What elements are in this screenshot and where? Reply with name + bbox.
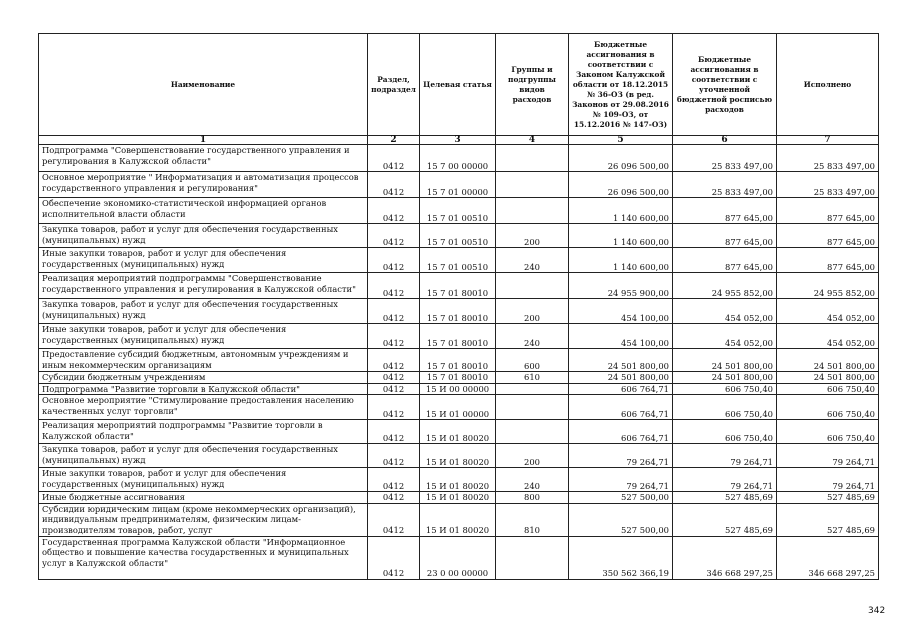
row-law-amount: 26 096 500,00 — [569, 145, 673, 172]
row-target-article: 15 И 01 80020 — [420, 444, 496, 468]
column-number: 5 — [569, 136, 673, 145]
row-expense-group — [496, 395, 569, 420]
table-row — [39, 198, 879, 224]
table-row — [39, 444, 879, 468]
row-target-article: 15 И 01 80020 — [420, 420, 496, 444]
row-expense-group — [496, 536, 569, 579]
page-number: 342 — [868, 606, 886, 616]
row-expense-group — [496, 420, 569, 444]
row-target-article: 23 0 00 00000 — [420, 536, 496, 579]
row-target-article: 15 7 01 00000 — [420, 172, 496, 198]
row-refined-amount: 606 750,40 — [673, 383, 777, 395]
row-expense-group — [496, 383, 569, 395]
row-expense-group: 610 — [496, 372, 569, 384]
row-refined-amount: 877 645,00 — [673, 198, 777, 224]
row-name: Иные закупки товаров, работ и услуг для обеспечения государственных (муниципальных) нужд — [39, 468, 368, 492]
row-law-amount: 454 100,00 — [569, 299, 673, 324]
column-number: 2 — [368, 136, 420, 145]
row-expense-group: 800 — [496, 492, 569, 504]
row-section: 0412 — [368, 273, 420, 299]
row-expense-group: 240 — [496, 324, 569, 349]
row-refined-amount: 24 501 800,00 — [673, 349, 777, 372]
row-name: Закупка товаров, работ и услуг для обеспечения государственных (муниципальных) нужд — [39, 224, 368, 248]
row-name: Подпрограмма "Развитие торговли в Калужской области" — [39, 383, 368, 395]
row-refined-amount: 877 645,00 — [673, 248, 777, 273]
row-target-article: 15 И 01 80020 — [420, 468, 496, 492]
row-refined-amount: 454 052,00 — [673, 299, 777, 324]
row-executed-amount: 606 750,40 — [777, 383, 879, 395]
row-executed-amount: 24 501 800,00 — [777, 372, 879, 384]
row-section: 0412 — [368, 198, 420, 224]
row-target-article: 15 7 01 00510 — [420, 198, 496, 224]
row-name: Субсидии юридическим лицам (кроме некоммерческих организаций), индивидуальным предпринимателям, физическим лицам-производителям товаров, работ, услуг — [39, 503, 368, 536]
row-refined-amount: 24 501 800,00 — [673, 372, 777, 384]
row-name: Обеспечение экономико-статистической информацией органов исполнительной власти области — [39, 198, 368, 224]
table-row — [39, 372, 879, 384]
header-executed: Исполнено — [777, 34, 879, 136]
row-refined-amount: 79 264,71 — [673, 444, 777, 468]
row-expense-group: 810 — [496, 503, 569, 536]
column-number-row — [39, 136, 879, 145]
row-section: 0412 — [368, 444, 420, 468]
row-section: 0412 — [368, 503, 420, 536]
table-row — [39, 420, 879, 444]
row-refined-amount: 79 264,71 — [673, 468, 777, 492]
row-law-amount: 606 764,71 — [569, 395, 673, 420]
row-expense-group — [496, 273, 569, 299]
row-law-amount: 527 500,00 — [569, 503, 673, 536]
row-executed-amount: 25 833 497,00 — [777, 172, 879, 198]
row-name: Иные бюджетные ассигнования — [39, 492, 368, 504]
row-target-article: 15 7 01 80010 — [420, 299, 496, 324]
row-section: 0412 — [368, 145, 420, 172]
budget-table — [38, 33, 879, 580]
row-refined-amount: 454 052,00 — [673, 324, 777, 349]
row-expense-group: 200 — [496, 444, 569, 468]
table-row — [39, 383, 879, 395]
header-expense-group: Группы и подгруппы видов расходов — [496, 34, 569, 136]
row-expense-group — [496, 198, 569, 224]
row-section: 0412 — [368, 172, 420, 198]
row-refined-amount: 877 645,00 — [673, 224, 777, 248]
column-number: 4 — [496, 136, 569, 145]
row-target-article: 15 И 01 00000 — [420, 395, 496, 420]
table-row — [39, 145, 879, 172]
row-section: 0412 — [368, 324, 420, 349]
row-target-article: 15 7 01 80010 — [420, 273, 496, 299]
row-expense-group: 200 — [496, 224, 569, 248]
row-expense-group — [496, 145, 569, 172]
row-section: 0412 — [368, 372, 420, 384]
row-name: Подпрограмма "Совершенствование государственного управления и регулирования в Калужской области" — [39, 145, 368, 172]
table-row — [39, 503, 879, 536]
row-target-article: 15 7 01 00510 — [420, 224, 496, 248]
row-refined-amount: 527 485,69 — [673, 503, 777, 536]
table-row — [39, 248, 879, 273]
row-name: Иные закупки товаров, работ и услуг для обеспечения государственных (муниципальных) нужд — [39, 248, 368, 273]
table-row — [39, 273, 879, 299]
row-target-article: 15 7 01 80010 — [420, 372, 496, 384]
table-row — [39, 324, 879, 349]
row-executed-amount: 454 052,00 — [777, 324, 879, 349]
row-section: 0412 — [368, 536, 420, 579]
row-name: Основное мероприятие " Информатизация и автоматизация процессов государственного управления и регулирования" — [39, 172, 368, 198]
column-number: 1 — [39, 136, 368, 145]
row-expense-group: 200 — [496, 299, 569, 324]
row-refined-amount: 24 955 852,00 — [673, 273, 777, 299]
table-row — [39, 172, 879, 198]
row-law-amount: 1 140 600,00 — [569, 248, 673, 273]
row-name: Государственная программа Калужской области "Информационное общество и повышение качества государственных и муниципальных услуг в Калужской области" — [39, 536, 368, 579]
column-number: 7 — [777, 136, 879, 145]
row-name: Основное мероприятие "Стимулирование предоставления населению качественных услуг торговли" — [39, 395, 368, 420]
table-row — [39, 299, 879, 324]
row-law-amount: 527 500,00 — [569, 492, 673, 504]
row-law-amount: 79 264,71 — [569, 444, 673, 468]
header-law-allocations: Бюджетные ассигнования в соответствии с Законом Калужской области от 18.12.2015 № 36-ОЗ (в ред. Законов от 29.08.2016 № 109-ОЗ, от 15.12.2016 № 147-ОЗ) — [569, 34, 673, 136]
row-executed-amount: 24 955 852,00 — [777, 273, 879, 299]
row-target-article: 15 И 01 80020 — [420, 492, 496, 504]
row-executed-amount: 877 645,00 — [777, 248, 879, 273]
row-expense-group — [496, 172, 569, 198]
row-refined-amount: 606 750,40 — [673, 420, 777, 444]
row-executed-amount: 24 501 800,00 — [777, 349, 879, 372]
row-target-article: 15 7 01 00510 — [420, 248, 496, 273]
row-law-amount: 606 764,71 — [569, 420, 673, 444]
row-refined-amount: 25 833 497,00 — [673, 172, 777, 198]
row-executed-amount: 606 750,40 — [777, 395, 879, 420]
row-law-amount: 1 140 600,00 — [569, 198, 673, 224]
table-row — [39, 536, 879, 579]
row-law-amount: 606 764,71 — [569, 383, 673, 395]
row-law-amount: 79 264,71 — [569, 468, 673, 492]
header-name: Наименование — [39, 34, 368, 136]
column-number: 3 — [420, 136, 496, 145]
row-executed-amount: 877 645,00 — [777, 198, 879, 224]
row-target-article: 15 7 00 00000 — [420, 145, 496, 172]
row-name: Реализация мероприятий подпрограммы "Совершенствование государственного управления и регулирования в Калужской области" — [39, 273, 368, 299]
row-target-article: 15 И 00 00000 — [420, 383, 496, 395]
row-section: 0412 — [368, 492, 420, 504]
row-refined-amount: 25 833 497,00 — [673, 145, 777, 172]
table-row — [39, 395, 879, 420]
row-executed-amount: 527 485,69 — [777, 492, 879, 504]
row-executed-amount: 346 668 297,25 — [777, 536, 879, 579]
row-executed-amount: 527 485,69 — [777, 503, 879, 536]
table-row — [39, 224, 879, 248]
row-section: 0412 — [368, 395, 420, 420]
row-expense-group: 600 — [496, 349, 569, 372]
row-executed-amount: 454 052,00 — [777, 299, 879, 324]
row-target-article: 15 И 01 80020 — [420, 503, 496, 536]
table-row — [39, 492, 879, 504]
row-name: Закупка товаров, работ и услуг для обеспечения государственных (муниципальных) нужд — [39, 299, 368, 324]
row-law-amount: 454 100,00 — [569, 324, 673, 349]
header-target-article: Целевая статья — [420, 34, 496, 136]
row-name: Иные закупки товаров, работ и услуг для обеспечения государственных (муниципальных) нужд — [39, 324, 368, 349]
row-target-article: 15 7 01 80010 — [420, 324, 496, 349]
row-section: 0412 — [368, 224, 420, 248]
row-name: Предоставление субсидий бюджетным, автономным учреждениям и иным некоммерческим организациям — [39, 349, 368, 372]
row-section: 0412 — [368, 349, 420, 372]
row-expense-group: 240 — [496, 468, 569, 492]
header-section: Раздел, подраздел — [368, 34, 420, 136]
row-law-amount: 26 096 500,00 — [569, 172, 673, 198]
row-name: Закупка товаров, работ и услуг для обеспечения государственных (муниципальных) нужд — [39, 444, 368, 468]
table-row — [39, 349, 879, 372]
table-body — [39, 145, 879, 580]
header-refined-allocations: Бюджетные ассигнования в соответствии с уточненной бюджетной росписью расходов — [673, 34, 777, 136]
row-executed-amount: 79 264,71 — [777, 468, 879, 492]
row-law-amount: 350 562 366,19 — [569, 536, 673, 579]
row-law-amount: 1 140 600,00 — [569, 224, 673, 248]
row-target-article: 15 7 01 80010 — [420, 349, 496, 372]
row-section: 0412 — [368, 383, 420, 395]
row-refined-amount: 606 750,40 — [673, 395, 777, 420]
row-executed-amount: 877 645,00 — [777, 224, 879, 248]
row-refined-amount: 346 668 297,25 — [673, 536, 777, 579]
table-row — [39, 468, 879, 492]
row-name: Субсидии бюджетным учреждениям — [39, 372, 368, 384]
row-section: 0412 — [368, 420, 420, 444]
row-executed-amount: 79 264,71 — [777, 444, 879, 468]
row-name: Реализация мероприятий подпрограммы "Развитие торговли в Калужской области" — [39, 420, 368, 444]
column-number: 6 — [673, 136, 777, 145]
row-section: 0412 — [368, 468, 420, 492]
row-refined-amount: 527 485,69 — [673, 492, 777, 504]
header-row — [39, 34, 879, 136]
row-executed-amount: 606 750,40 — [777, 420, 879, 444]
row-law-amount: 24 955 900,00 — [569, 273, 673, 299]
row-law-amount: 24 501 800,00 — [569, 372, 673, 384]
row-section: 0412 — [368, 248, 420, 273]
row-executed-amount: 25 833 497,00 — [777, 145, 879, 172]
row-law-amount: 24 501 800,00 — [569, 349, 673, 372]
row-section: 0412 — [368, 299, 420, 324]
row-expense-group: 240 — [496, 248, 569, 273]
